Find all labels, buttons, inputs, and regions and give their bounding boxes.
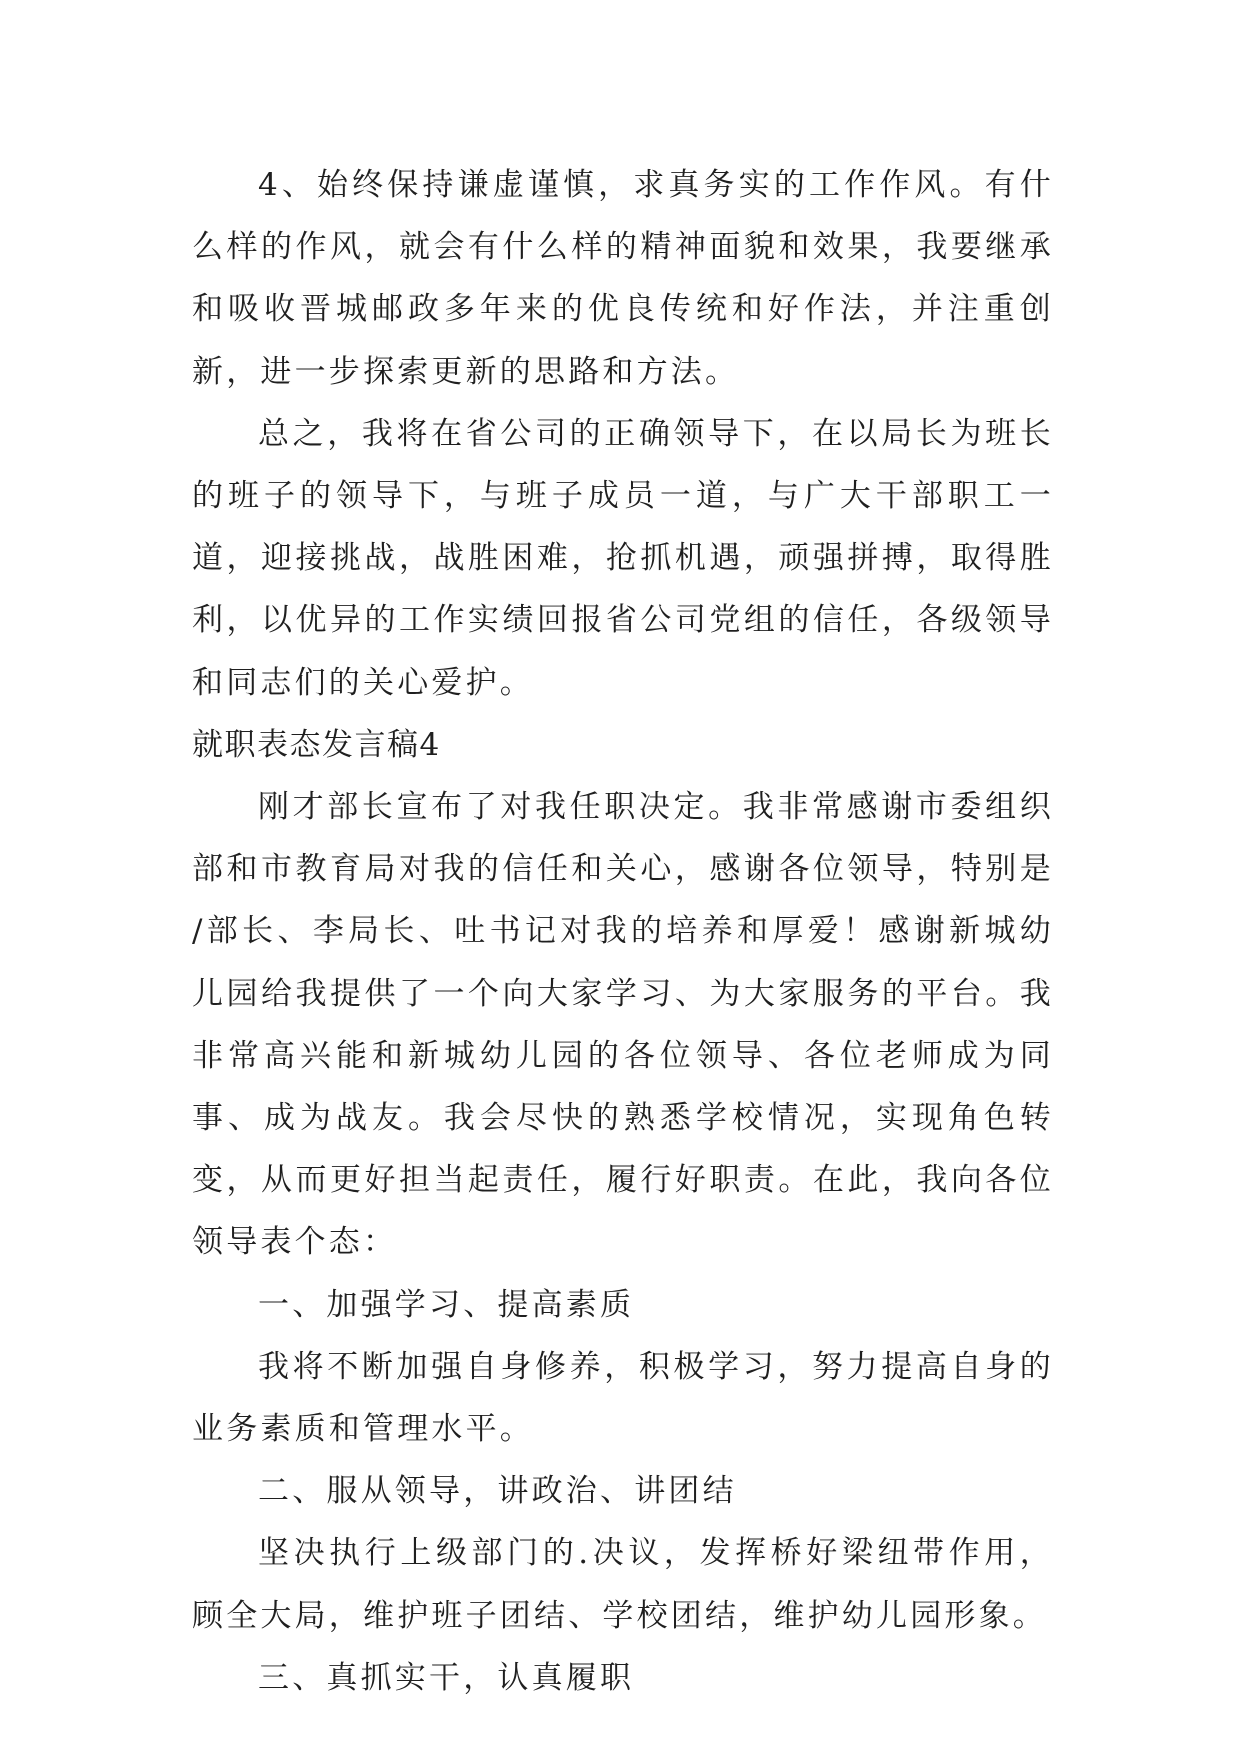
point-two-heading: 二、服从领导，讲政治、讲团结 <box>258 1473 737 1510</box>
section-heading: 就职表态发言稿4 <box>192 726 441 763</box>
point-three-heading: 三、真抓实干，认真履职 <box>258 1659 635 1696</box>
document-body <box>192 154 1054 1709</box>
paragraph-intro: 刚才部长宣布了对我任职决定。我非常感谢市委组织部和市教育局对我的信任和关心，感谢各位领导，特别是 /部长、李局长、吐书记对我的培养和厚爱！感谢新城幼儿园给我提供了一个向大家学习、为大家服务的平台。我非常高兴能和新城幼儿园的各位领导、各位老师成为同事、成为战友。我会尽快的熟悉学校情况，实现角色转变，从而更好担当起责任，履行好职责。在此，我向各位领导表个态： <box>192 789 1054 1261</box>
point-one-body: 我将不断加强自身修养，积极学习，努力提高自身的业务素质和管理水平。 <box>192 1348 1054 1448</box>
point-two-body: 坚决执行上级部门的.决议，发挥桥好梁纽带作用，顾全大局，维护班子团结、学校团结，维护幼儿园形象。 <box>192 1535 1054 1634</box>
paragraph-conclusion: 总之，我将在省公司的正确领导下，在以局长为班长的班子的领导下，与班子成员一道，与广大干部职工一道，迎接挑战，战胜困难，抢抓机遇，顽强拼搏，取得胜利，以优异的工作实绩回报省公司党组的信任，各级领导和同志们的关心爱护。 <box>192 415 1054 701</box>
point-one-heading: 一、加强学习、提高素质 <box>258 1286 635 1323</box>
paragraph-work-style: 4、始终保持谦虚谨慎，求真务实的工作作风。有什么样的作风，就会有什么样的精神面貌和效果，我要继承和吸收晋城邮政多年来的优良传统和好作法，并注重创新，进一步探索更新的思路和方法。 <box>192 167 1054 390</box>
